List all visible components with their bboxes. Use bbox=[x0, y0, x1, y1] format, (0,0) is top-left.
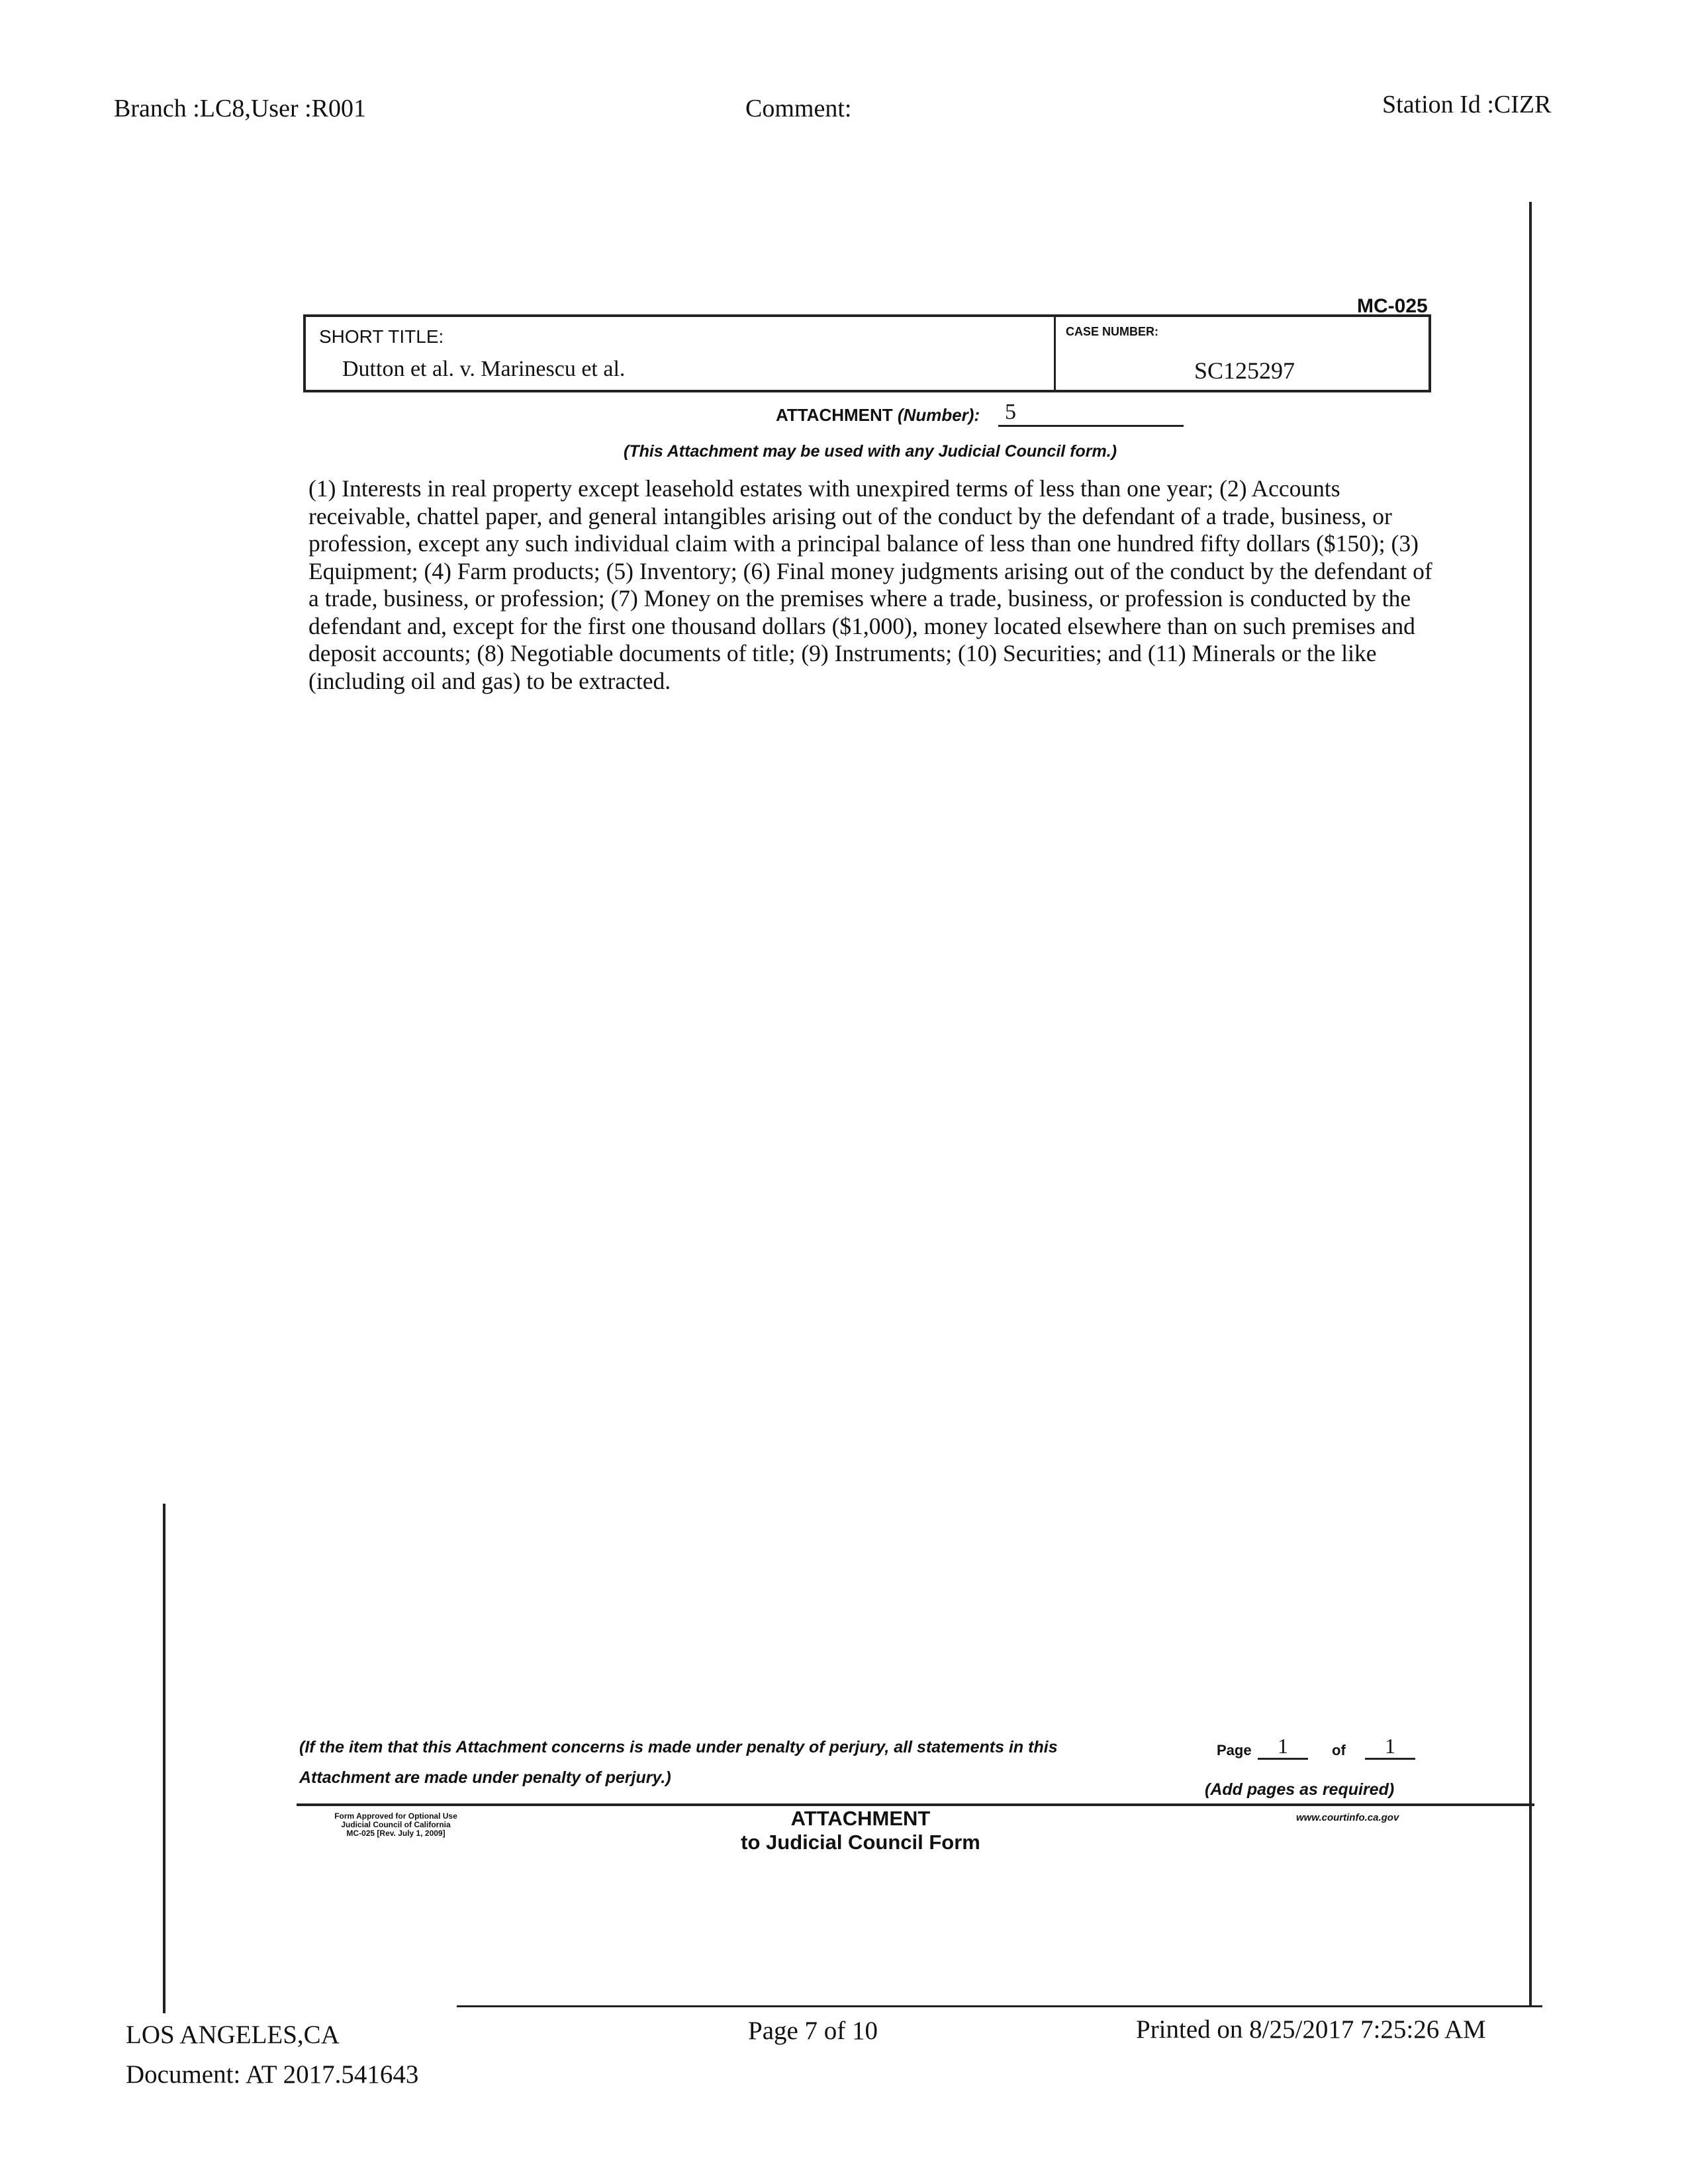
footer-title-line-1: ATTACHMENT bbox=[790, 1807, 931, 1830]
printed-timestamp: Printed on 8/25/2017 7:25:26 AM bbox=[1136, 2015, 1486, 2044]
approval-line-1: Form Approved for Optional Use bbox=[334, 1811, 457, 1821]
page-label: Page bbox=[1217, 1742, 1252, 1758]
perjury-note-line-1: (If the item that this Attachment concerns is made under penalty of perjury, all statements in this bbox=[299, 1738, 1058, 1756]
form-code: MC-025 bbox=[1357, 295, 1428, 317]
attachment-heading bbox=[776, 405, 980, 426]
number-label: (Number): bbox=[897, 405, 980, 425]
usage-note: (This Attachment may be used with any Judicial Council form.) bbox=[624, 442, 1117, 461]
add-pages-note: (Add pages as required) bbox=[1205, 1780, 1395, 1799]
footer-title bbox=[662, 1807, 1059, 1854]
short-title-label: SHORT TITLE: bbox=[319, 326, 444, 347]
location-label: LOS ANGELES,CA bbox=[126, 2021, 340, 2049]
title-box-divider bbox=[1054, 317, 1056, 390]
comment-label: Comment: bbox=[745, 95, 852, 122]
attachment-body-text: (1) Interests in real property except leasehold estates with unexpired terms of less than one year; (2) Accounts receivable, chattel paper, and general intangibles arising out of the conduct by the defendant of a trade, business, or profession, except any such individual claim with a principal balance of less than one hundred fifty dollars ($150); (3) Equipment; (4) Farm products; (5) Inventory; (6) Final money judgments arising out of the conduct by the defendant of a trade, business, or profession; (7) Money on the premises where a trade, business, or profession is conducted by the defendant and, except for the first one thousand dollars ($1,000), money located elsewhere than on such premises and deposit accounts; (8) Negotiable documents of title; (9) Instruments; (10) Securities; and (11) Minerals or the like (including oil and gas) to be extracted. bbox=[308, 475, 1432, 694]
attachment-number: 5 bbox=[998, 400, 1184, 427]
website-link: www.courtinfo.ca.gov bbox=[1296, 1812, 1399, 1823]
footer-title-line-2: to Judicial Council Form bbox=[741, 1831, 980, 1854]
perjury-note-line-2: Attachment are made under penalty of perjury.) bbox=[299, 1768, 671, 1787]
footer-divider bbox=[297, 1803, 1534, 1806]
case-number-label: CASE NUMBER: bbox=[1066, 325, 1159, 338]
attachment-label: ATTACHMENT bbox=[776, 405, 893, 425]
left-border-line bbox=[163, 1504, 165, 2013]
page-number-field: 1 bbox=[1258, 1734, 1308, 1760]
document-id-label: Document: AT 2017.541643 bbox=[126, 2060, 419, 2089]
page-info-label: Page 7 of 10 bbox=[748, 2017, 878, 2045]
form-approval-block bbox=[297, 1812, 495, 1838]
bottom-border-line bbox=[457, 2005, 1542, 2007]
short-title-box bbox=[303, 314, 1431, 392]
short-title-value: Dutton et al. v. Marinescu et al. bbox=[342, 357, 626, 381]
approval-line-3: MC-025 [Rev. July 1, 2009] bbox=[346, 1829, 445, 1838]
station-id-label: Station Id :CIZR bbox=[1382, 91, 1552, 118]
right-border-line bbox=[1529, 202, 1532, 2005]
of-label: of bbox=[1332, 1742, 1346, 1758]
branch-user-label: Branch :LC8,User :R001 bbox=[114, 95, 367, 122]
page-total-field: 1 bbox=[1365, 1734, 1415, 1760]
approval-line-2: Judicial Council of California bbox=[341, 1820, 451, 1829]
case-number-value: SC125297 bbox=[1194, 357, 1295, 384]
